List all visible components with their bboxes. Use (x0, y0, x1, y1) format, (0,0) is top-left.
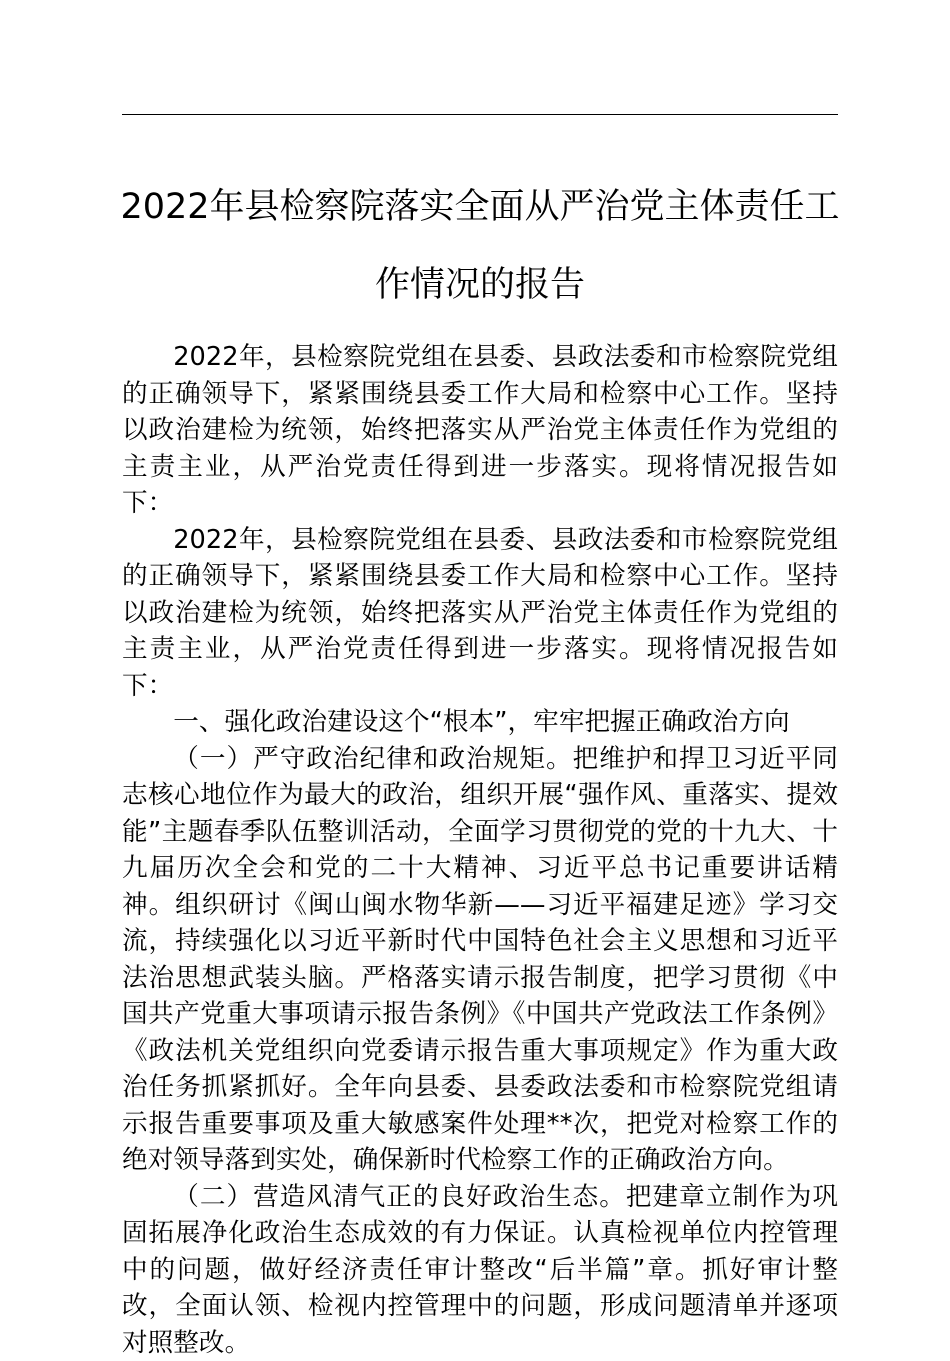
title-line-1: 2022年县检察院落实全面从严治党主体责任工 (112, 168, 848, 246)
intro-paragraph: 2022年，县检察院党组在县委、县政法委和市检察院党组的正确领导下，紧紧围绕县委工作大局和检察中心工作。坚持以政治建检为统领，始终把落实从严治党主体责任作为党组的主责主业，从严治党责任得到进一步落实。现将情况报告如下： (122, 339, 838, 522)
title-line-2: 作情况的报告 (112, 246, 848, 324)
section-heading-1: 一、强化政治建设这个“根本”，牢牢把握正确政治方向 (122, 704, 838, 741)
header-rule (122, 114, 838, 115)
subsection-1-paragraph: （一）严守政治纪律和政治规矩。把维护和捍卫习近平同志核心地位作为最大的政治，组织开展“强作风、重落实、提效能”主题春季队伍整训活动，全面学习贯彻党的党的十九大、十九届历次全会和党的二十大精神、习近平总书记重要讲话精神。组织研讨《闽山闽水物华新——习近平福建足迹》学习交流，持续强化以习近平新时代中国特色社会主义思想和习近平法治思想武装头脑。严格落实请示报告制度，把学习贯彻《中国共产党重大事项请示报告条例》《中国共产党政法工作条例》《政法机关党组织向党委请示报告重大事项规定》作为重大政治任务抓紧抓好。全年向县委、县委政法委和市检察院党组请示报告重要事项及重大敏感案件处理**次，把党对检察工作的绝对领导落到实处，确保新时代检察工作的正确政治方向。 (122, 741, 838, 1179)
intro-paragraph-repeat: 2022年，县检察院党组在县委、县政法委和市检察院党组的正确领导下，紧紧围绕县委工作大局和检察中心工作。坚持以政治建检为统领，始终把落实从严治党主体责任作为党组的主责主业，从严治党责任得到进一步落实。现将情况报告如下： (122, 522, 838, 705)
document-title (112, 168, 848, 324)
document-body (122, 339, 838, 1361)
subsection-2-paragraph: （二）营造风清气正的良好政治生态。把建章立制作为巩固拓展净化政治生态成效的有力保证。认真检视单位内控管理中的问题，做好经济责任审计整改“后半篇”章。抓好审计整改，全面认领、检视内控管理中的问题，形成问题清单并逐项对照整改。 (122, 1179, 838, 1361)
